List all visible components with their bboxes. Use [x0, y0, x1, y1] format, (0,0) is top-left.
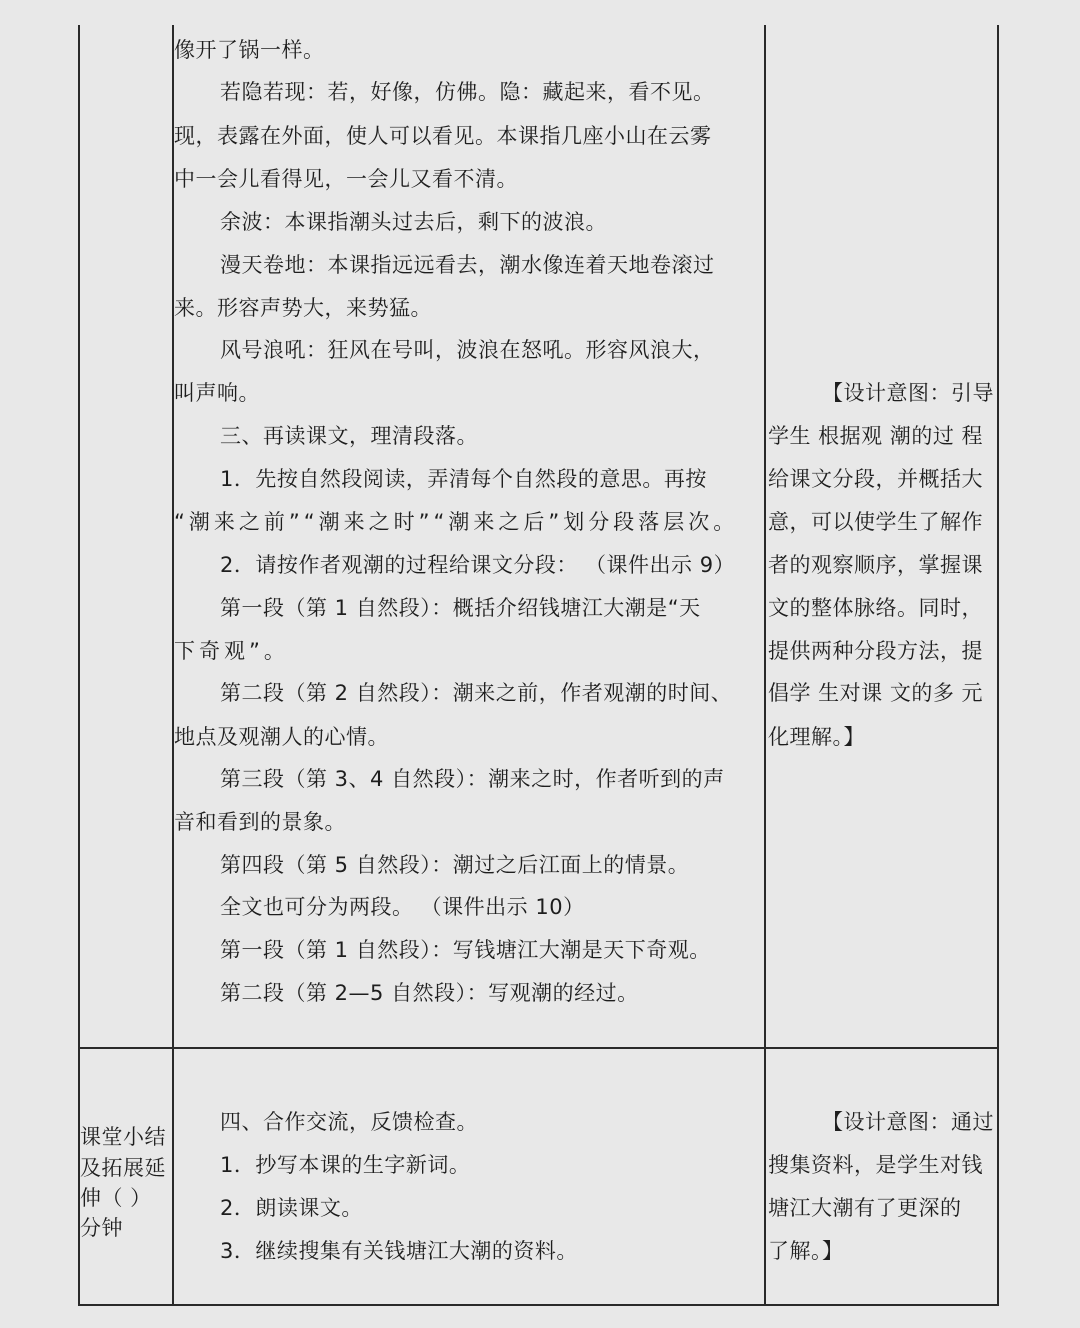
note-line: 文的整体脉络。同时，	[768, 596, 983, 620]
left-label-line: 伸（ ）	[80, 1186, 152, 1210]
note-line: 学生 根据观 潮的过 程	[768, 424, 984, 448]
content-line: 1．先按自然段阅读，弄清每个自然段的意思。再按	[220, 467, 707, 491]
content-line: 全文也可分为两段。 （课件出示 10）	[220, 895, 585, 919]
note-line: 提供两种分段方法，提	[768, 639, 983, 663]
note-line: 化理解。】	[768, 725, 865, 749]
content-line: 第二段（第 2—5 自然段）：写观潮的经过。	[220, 981, 639, 1005]
content-line: 地点及观潮人的心情。	[174, 725, 389, 749]
note-line: 了解。】	[768, 1239, 844, 1263]
left-label-line: 及拓展延	[80, 1156, 166, 1180]
note-line: 给课文分段，并概括大	[768, 467, 983, 491]
note-line: 搜集资料，是学生对钱	[768, 1153, 983, 1177]
table-border-bottom	[78, 1304, 999, 1306]
content-line: 叫声响。	[174, 381, 260, 405]
content-line: 像开了锅一样。	[174, 38, 325, 62]
content-line: 第二段（第 2 自然段）：潮来之前，作者观潮的时间、	[220, 681, 733, 705]
content-line: 第三段（第 3、4 自然段）：潮来之时，作者听到的声	[220, 767, 725, 791]
content-line: 漫天卷地：本课指远远看去，潮水像连着天地卷滚过	[220, 253, 715, 277]
content-line: 下奇观”。	[174, 639, 289, 663]
content-line: 若隐若现：若，好像，仿佛。隐：藏起来，看不见。	[220, 80, 715, 104]
content-line: 2．请按作者观潮的过程给课文分段： （课件出示 9）	[220, 553, 736, 577]
content-line: 现，表露在外面，使人可以看见。本课指几座小山在云雾	[174, 124, 712, 148]
content-line: “潮来之前”“潮来之时”“潮来之后”划分段落层次。	[174, 510, 739, 534]
content-line: 音和看到的景象。	[174, 810, 346, 834]
content-line: 3．继续搜集有关钱塘江大潮的资料。	[220, 1239, 578, 1263]
content-line: 余波：本课指潮头过去后，剩下的波浪。	[220, 210, 607, 234]
table-row-divider	[78, 1047, 999, 1049]
content-line: 第一段（第 1 自然段）：概括介绍钱塘江大潮是“天	[220, 596, 701, 620]
note-line: 塘江大潮有了更深的	[768, 1196, 962, 1220]
content-line: 第四段（第 5 自然段）：潮过之后江面上的情景。	[220, 853, 690, 877]
note-line: 【设计意图：通过	[822, 1110, 994, 1134]
note-line: 意，可以使学生了解作	[768, 510, 983, 534]
note-line: 【设计意图：引导	[822, 381, 994, 405]
content-line: 来。形容声势大，来势猛。	[174, 296, 432, 320]
content-line: 中一会儿看得见，一会儿又看不清。	[174, 167, 518, 191]
content-line: 三、再读课文，理清段落。	[220, 424, 478, 448]
content-line: 四、合作交流，反馈检查。	[220, 1110, 478, 1134]
content-line: 第一段（第 1 自然段）：写钱塘江大潮是天下奇观。	[220, 938, 711, 962]
content-line: 1．抄写本课的生字新词。	[220, 1153, 471, 1177]
content-line: 2．朗读课文。	[220, 1196, 363, 1220]
table-column-divider-2	[764, 25, 766, 1306]
note-line: 者的观察顺序，掌握课	[768, 553, 983, 577]
left-label-line: 课堂小结	[80, 1125, 166, 1149]
table-border-left	[78, 25, 80, 1306]
content-line: 风号浪吼：狂风在号叫，波浪在怒吼。形容风浪大，	[220, 338, 715, 362]
table-border-right	[997, 25, 999, 1306]
left-label-line: 分钟	[80, 1216, 123, 1240]
note-line: 倡学 生对课 文的多 元	[768, 681, 984, 705]
